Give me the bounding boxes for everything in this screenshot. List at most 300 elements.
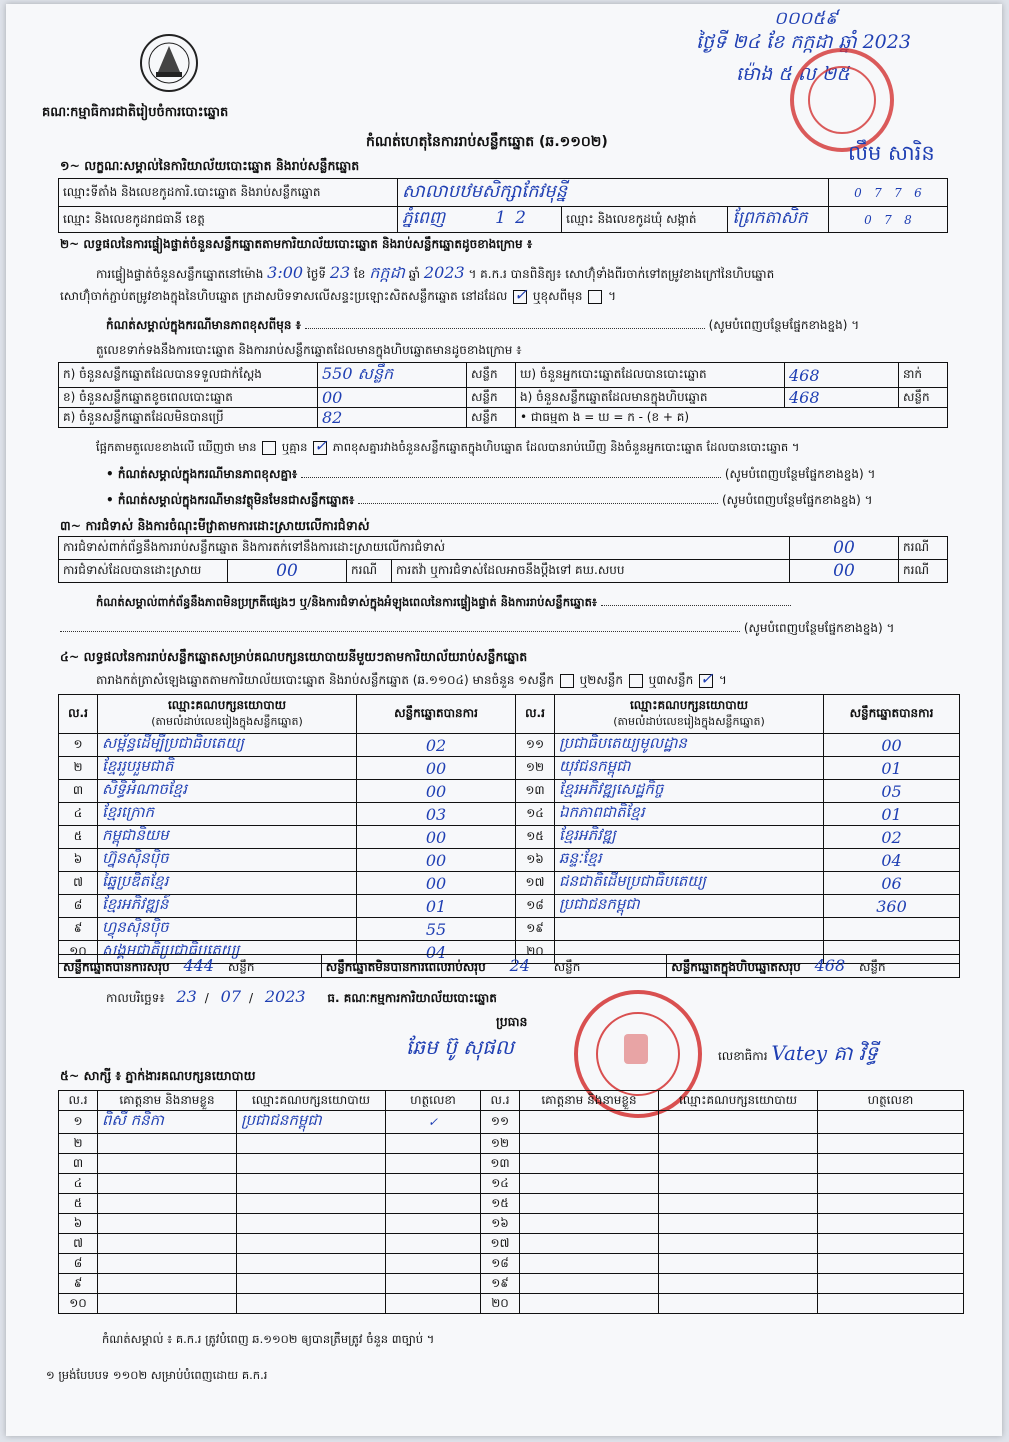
result-votes: 00 <box>824 734 960 757</box>
witness-name <box>520 1254 659 1274</box>
date-month: 07 <box>220 987 241 1006</box>
col-no: ល.រ <box>59 695 98 734</box>
witness-name <box>520 1274 659 1294</box>
witness-no: ៦ <box>59 1214 98 1234</box>
witness-signature <box>386 1214 481 1234</box>
chair-signature: ឆែម ប៊ូ សុផល <box>406 1035 514 1059</box>
province-code-digit: 1 <box>495 208 506 228</box>
witness-name <box>520 1194 659 1214</box>
figure-row-label-right: ង) ចំនួនសន្លឹកឆ្នោតដែលមានក្នុងហិបឆ្នោត <box>516 388 785 408</box>
result-no: ១១ <box>516 734 555 757</box>
no-diff-label: ឬគ្មាន <box>281 440 308 454</box>
witness-party <box>659 1174 818 1194</box>
same-checkbox[interactable]: ✓ <box>514 284 528 304</box>
result-no: ១៩ <box>516 918 555 941</box>
compare-text: ផ្អែកតាមតួលេខខាងលើ ឃើញថា មាន <box>96 440 257 454</box>
commune-code-digit: 0 <box>864 212 872 227</box>
result-votes: 02 <box>824 826 960 849</box>
bullet1-line <box>106 466 946 484</box>
emblem-icon <box>138 32 200 94</box>
document-page <box>6 4 1002 1436</box>
result-no: ១៨ <box>516 895 555 918</box>
witness-row <box>59 1274 964 1294</box>
section2-heading: ២~ លទ្ធផលនៃការផ្ទៀងផ្ទាត់ចំនួនសន្លឹកឆ្នោតតាមការិយាល័យបោះឆ្នោត និងរាប់សន្លឹកឆ្នោតដូចខាងក្រោម ៖ <box>60 237 533 251</box>
result-no: ៨ <box>59 895 98 918</box>
commune-value: ព្រែកតាសិក <box>728 207 829 233</box>
location-label: ឈ្មោះទីតាំង និងលេខកូដការិ.បោះឆ្នោត និងរាប់សន្លឹកឆ្នោត <box>59 179 398 207</box>
witness-party <box>237 1194 386 1214</box>
code-digit: 0 <box>854 185 862 200</box>
result-no: ៤ <box>59 803 98 826</box>
irregularity-line <box>96 595 956 612</box>
witness-row <box>59 1134 964 1154</box>
fill-hint: (សូមបំពេញបន្ថែមផ្នែកខាងខ្នង) ។ <box>721 493 873 507</box>
complaints-value: 00 <box>790 537 899 560</box>
resolved-unit: ករណី <box>347 560 392 583</box>
figure-row-value: 550 សន្លឹក <box>318 363 467 388</box>
change-note-line <box>106 317 946 335</box>
result-party: យុវជនកម្ពុជា <box>555 757 824 780</box>
witness-no: ៨ <box>59 1254 98 1274</box>
result-row <box>59 803 960 826</box>
witness-signature <box>386 1154 481 1174</box>
col-no: ល.រ <box>516 695 555 734</box>
result-row <box>59 849 960 872</box>
result-votes: 03 <box>357 803 516 826</box>
result-party: ហ្វុនស៊ិនប៉ិច <box>98 918 357 941</box>
witness-col: គោត្តនាម និងនាមខ្លួន <box>98 1091 237 1111</box>
witness-col: ឈ្មោះគណបក្សនយោបាយ <box>659 1091 818 1111</box>
handwritten-date: ថ្ងៃទី ២៤ ខែ កក្កដា ឆ្នាំ 2023 <box>696 31 911 53</box>
witness-party <box>237 1234 386 1254</box>
witness-signature <box>386 1294 481 1314</box>
col-party <box>98 695 357 734</box>
appeal-value: 00 <box>790 560 899 583</box>
col-votes: សន្លឹកឆ្នោតបានការ <box>357 695 516 734</box>
witness-no: ១៧ <box>481 1234 520 1254</box>
result-party: ឆន្ទៈខ្មែរ <box>555 849 824 872</box>
verification-time: 3:00 <box>267 263 304 282</box>
result-row <box>59 826 960 849</box>
result-votes: 04 <box>357 941 516 964</box>
witness-col: ល.រ <box>481 1091 520 1111</box>
witness-party <box>659 1194 818 1214</box>
witness-no: ៤ <box>59 1174 98 1194</box>
code-digit: 7 <box>874 185 882 200</box>
witness-signature <box>818 1111 964 1134</box>
witness-signature <box>818 1134 964 1154</box>
result-party: កម្ពុជានិយម <box>98 826 357 849</box>
witness-signature <box>386 1274 481 1294</box>
final-note: កំណត់សម្គាល់ ៖ គ.ក.រ ត្រូវបំពេញ ឆ.១១០២ ឲ្យបានត្រឹមត្រូវ ចំនួន ៣ច្បាប់ ។ <box>102 1332 435 1346</box>
figure-formula: • ជាធម្មតា ង = ឃ = ក - (ខ + គ) <box>516 408 948 428</box>
witness-table <box>58 1090 964 1314</box>
result-no: ១៣ <box>516 780 555 803</box>
witness-signature <box>386 1134 481 1154</box>
change-note-label: កំណត់សម្គាល់ក្នុងករណីមានភាពខុសពីមុន ៖ <box>106 318 301 332</box>
handwritten-time: ម៉ោង ៥ ល ២៥ <box>736 63 850 85</box>
figure-row-value-right: 468 <box>785 388 899 408</box>
witness-no: ១៤ <box>481 1174 520 1194</box>
diff-note-label: • កំណត់សម្គាល់ក្នុងករណីមានភាពខុសគ្នា៖ <box>106 467 298 481</box>
witness-party <box>237 1294 386 1314</box>
witness-party <box>659 1274 818 1294</box>
handwritten-signer-name: លឹម សារិន <box>848 141 935 165</box>
witness-party <box>659 1234 818 1254</box>
result-party: ខ្មែរអភិវឌ្ឍន៍ <box>98 895 357 918</box>
col-party-sub: (តាមលំដាប់លេខរៀងក្នុងសន្លឹកឆ្នោត) <box>151 715 303 728</box>
result-party: ជនជាតិដើមប្រជាធិបតេយ្យ <box>555 872 824 895</box>
result-party: ឆ្នៃប្រឌិតខ្មែរ <box>98 872 357 895</box>
result-votes: 02 <box>357 734 516 757</box>
commune-code <box>829 207 948 233</box>
invalid-total-value: 24 <box>509 955 530 975</box>
witness-no: ១១ <box>481 1111 520 1134</box>
complaints-table <box>58 536 948 583</box>
figure-row-unit: សន្លឹក <box>467 388 516 408</box>
witness-no: ១០ <box>59 1294 98 1314</box>
witness-row <box>59 1194 964 1214</box>
valid-total-label: សន្លឹកឆ្នោតបានការសរុប <box>63 959 170 974</box>
change-note-field[interactable] <box>305 328 705 329</box>
witness-no: ១ <box>59 1111 98 1134</box>
result-row <box>59 780 960 803</box>
sheets-line: តារាងកត់ត្រាសំឡេងឆ្នោតតាមការិយាល័យបោះឆ្នោត និងរាប់សន្លឹកឆ្នោត (ឆ.១១០៤) មានចំនួន ១សន្លឹក ឬ២សន្លឹក ឬ៣សន្លឹក ✓ ។ <box>96 668 727 688</box>
province-label: ឈ្មោះ និងលេខកូដរាជធានី ខេត្ត <box>59 207 398 233</box>
committee-label: ធ. គណៈកម្មការការិយាល័យបោះឆ្នោត <box>327 991 497 1005</box>
box-total-label: សន្លឹកឆ្នោតក្នុងហិបឆ្នោតសរុប <box>671 959 801 974</box>
result-party: ហ្វ៊ុនស៊ិនប៉ិច <box>98 849 357 872</box>
month-label: ខែ <box>354 267 366 281</box>
figure-row-label: ខ) ចំនួនសន្លឹកឆ្នោតខូចពេលបោះឆ្នោត <box>59 388 318 408</box>
witness-name <box>520 1294 659 1314</box>
bullet2-line <box>106 492 946 510</box>
handwritten-ref: ០០០៥៩ <box>774 8 838 29</box>
official-stamp-top <box>790 48 894 152</box>
witness-col: ហត្ថលេខា <box>818 1091 964 1111</box>
irregularity-field[interactable] <box>601 605 791 606</box>
witness-party <box>237 1274 386 1294</box>
result-no: ១៤ <box>516 803 555 826</box>
invalid-total-unit: សន្លឹក <box>553 959 581 974</box>
day-label: ថ្ងៃទី <box>306 267 326 281</box>
box-total-unit: សន្លឹក <box>858 959 886 974</box>
results-table <box>58 694 960 964</box>
witness-row <box>59 1214 964 1234</box>
result-no: ២ <box>59 757 98 780</box>
result-party: ខ្មែររួបរួមជាតិ <box>98 757 357 780</box>
witness-name <box>520 1234 659 1254</box>
object-note-label: • កំណត់សម្គាល់ក្នុងករណីមានវត្ថុមិនមែនជាសន្លឹកឆ្នោត៖ <box>106 493 355 507</box>
witness-row <box>59 1294 964 1314</box>
secretary-line <box>718 1040 878 1070</box>
invalid-total <box>321 955 667 978</box>
figure-row-label-right: ឃ) ចំនួនអ្នកបោះឆ្នោតដែលបានបោះឆ្នោត <box>516 363 785 388</box>
verification-month: កក្កដា <box>369 263 405 282</box>
result-no: ១២ <box>516 757 555 780</box>
witness-col: ល.រ <box>59 1091 98 1111</box>
verification-text-rest: ។ គ.ក.រ បានពិនិត្យ៖ សោហ៊ុំទាំងពីរចាក់ទៅតម្រូវខាងក្រៅនៃហិបឆ្នោត <box>468 267 775 281</box>
compare-line <box>96 435 800 457</box>
witness-party <box>237 1154 386 1174</box>
result-votes: 360 <box>824 895 960 918</box>
form-title: កំណត់ហេតុនៃការរាប់សន្លឹកឆ្នោត (ឆ.១១០២) <box>366 134 608 150</box>
result-votes: 00 <box>357 826 516 849</box>
witness-party <box>659 1254 818 1274</box>
figure-row-unit-right: សន្លឹក <box>899 388 948 408</box>
commune-code-digit: 7 <box>884 212 892 227</box>
sheets-text: តារាងកត់ត្រាសំឡេងឆ្នោតតាមការិយាល័យបោះឆ្នោត និងរាប់សន្លឹកឆ្នោត (ឆ.១១០៤) មានចំនួន ១សន្លឹក <box>96 673 554 687</box>
figures-intro: តួលេខទាក់ទងនឹងការបោះឆ្នោត និងការរាប់សន្លឹកឆ្នោតដែលមានក្នុងហិបឆ្នោតមានដូចខាងក្រោម ៖ <box>96 343 522 357</box>
witness-name <box>98 1234 237 1254</box>
witness-name <box>520 1154 659 1174</box>
code-digit: 6 <box>914 185 922 200</box>
object-note-field[interactable] <box>358 503 718 504</box>
date-line: កាលបរិច្ឆេទ៖ 23 / 07 / 2023 ធ. គណៈកម្មការការិយាល័យបោះឆ្នោត <box>106 987 497 1006</box>
fill-hint: (សូមបំពេញបន្ថែមផ្នែកខាងខ្នង) ។ <box>708 318 860 332</box>
witness-col: គោត្តនាម និងនាមខ្លួន <box>520 1091 659 1111</box>
result-votes: 01 <box>357 895 516 918</box>
witness-signature <box>386 1234 481 1254</box>
witness-signature <box>818 1234 964 1254</box>
result-row <box>59 757 960 780</box>
witness-party <box>659 1111 818 1134</box>
section5-heading: ៥~ សាក្សី ៖ ភ្នាក់ងារគណបក្សនយោបាយ <box>60 1068 256 1083</box>
date-day: 23 <box>176 987 197 1006</box>
result-votes: 01 <box>824 803 960 826</box>
witness-party <box>659 1134 818 1154</box>
date-label: កាលបរិច្ឆេទ៖ <box>106 991 165 1005</box>
box-total-value: 468 <box>814 955 846 975</box>
figure-row-label: គ) ចំនួនសន្លឹកឆ្នោតដែលមិនបានប្រើ <box>59 408 318 428</box>
result-votes: 55 <box>357 918 516 941</box>
witness-no: ២០ <box>481 1294 520 1314</box>
witness-no: ៩ <box>59 1274 98 1294</box>
result-party: សង្គមជាតិប្រជាធិបតេយ្យ <box>98 941 357 964</box>
witness-name <box>98 1154 237 1174</box>
witness-no: ១៣ <box>481 1154 520 1174</box>
section4-heading: ៤~ លទ្ធផលនៃការរាប់សន្លឹកឆ្នោតសម្រាប់គណបក្សនយោបាយនីមួយៗតាមការិយាល័យរាប់សន្លឹកឆ្នោត <box>60 649 528 664</box>
result-party: ខ្មែរក្រោក <box>98 803 357 826</box>
witness-name <box>520 1134 659 1154</box>
irregularity-label: កំណត់សម្គាល់ពាក់ព័ន្ធនឹងភាពមិនប្រក្រតីផ្សេងៗ ឬ/និងការជំទាស់ក្នុងអំឡុងពេលនៃការផ្ទៀងផ្ទាត់ និងការរាប់សន្លឹកឆ្នោត៖ <box>96 595 597 609</box>
witness-row <box>59 1154 964 1174</box>
diff-note-field[interactable] <box>301 477 721 478</box>
three-sheets-label: ឬ៣សន្លឹក <box>648 673 694 687</box>
result-row <box>59 872 960 895</box>
section1-heading: ១~ លក្ខណៈសម្គាល់នៃការិយាល័យបោះឆ្នោត និងរាប់សន្លឹកឆ្នោត <box>60 158 360 173</box>
witness-row <box>59 1111 964 1134</box>
appeal-unit: ករណី <box>899 560 948 583</box>
witness-signature <box>818 1154 964 1174</box>
col-party <box>555 695 824 734</box>
witness-no: ១៥ <box>481 1194 520 1214</box>
changed-label: ឬខុសពីមុន <box>532 289 583 303</box>
result-votes: 05 <box>824 780 960 803</box>
commune-code-digit: 8 <box>904 212 912 227</box>
witness-signature <box>818 1214 964 1234</box>
col-party-sub: (តាមលំដាប់លេខរៀងក្នុងសន្លឹកឆ្នោត) <box>613 715 765 728</box>
witness-signature <box>818 1294 964 1314</box>
province-value <box>398 207 562 233</box>
witness-signature <box>818 1274 964 1294</box>
result-votes: 00 <box>357 780 516 803</box>
result-votes: 00 <box>357 849 516 872</box>
two-sheets-checkbox[interactable] <box>629 674 643 688</box>
appeal-label: ការតវ៉ា ឬការជំទាស់ដែលអាចនឹងប្តឹងទៅ គឃ.សបប <box>392 560 790 583</box>
valid-total-value: 444 <box>183 955 215 975</box>
one-sheet-checkbox[interactable] <box>560 674 574 688</box>
result-votes: 00 <box>357 757 516 780</box>
secretary-signature: Vatey គា វិទ្ធី <box>771 1041 878 1065</box>
witness-no: ៣ <box>59 1154 98 1174</box>
result-no: ៧ <box>59 872 98 895</box>
date-year: 2023 <box>264 987 306 1006</box>
valid-total <box>59 955 322 978</box>
result-party: ប្រជាធិបតេយ្យមូលដ្ឋាន <box>555 734 824 757</box>
changed-checkbox[interactable] <box>588 290 602 304</box>
witness-party <box>659 1214 818 1234</box>
result-row <box>59 734 960 757</box>
witness-no: ១២ <box>481 1134 520 1154</box>
col-party-label: ឈ្មោះគណបក្សនយោបាយ <box>629 698 749 712</box>
result-no: ៣ <box>59 780 98 803</box>
witness-signature: ✓ <box>386 1111 481 1134</box>
witness-row <box>59 1254 964 1274</box>
witness-no: ១៩ <box>481 1274 520 1294</box>
witness-name <box>98 1134 237 1154</box>
complaints-unit: ករណី <box>899 537 948 560</box>
province-code-digit: 2 <box>515 208 526 228</box>
result-votes <box>824 918 960 941</box>
complaints-label: ការជំទាស់ពាក់ព័ន្ធនឹងការរាប់សន្លឹកឆ្នោត និងការតក់ទៅនឹងការដោះស្រាយលើការជំទាស់ <box>59 537 790 560</box>
witness-signature <box>386 1194 481 1214</box>
result-party: សម្ព័ន្ធដើម្បីប្រជាធិបតេយ្យ <box>98 734 357 757</box>
figure-row-value: 82 <box>318 408 467 428</box>
location-value: សាលាបឋមសិក្សាកែវមុន្នី <box>398 179 829 207</box>
witness-col: ហត្ថលេខា <box>386 1091 481 1111</box>
figure-row-label: ក) ចំនួនសន្លឹកឆ្នោតដែលបានទទួលជាក់ស្តែង <box>59 363 318 388</box>
result-party: ប្រជាជនកម្ពុជា <box>555 895 824 918</box>
verification-day: 23 <box>329 263 351 282</box>
chair-label: ប្រធាន <box>496 1014 528 1029</box>
result-votes: 00 <box>357 872 516 895</box>
result-no: ១០ <box>59 941 98 964</box>
witness-no: ៥ <box>59 1194 98 1214</box>
result-no: ៥ <box>59 826 98 849</box>
result-row <box>59 918 960 941</box>
witness-name <box>520 1214 659 1234</box>
figure-row-unit: សន្លឹក <box>467 363 516 388</box>
year-label: ឆ្នាំ <box>408 267 421 281</box>
result-no: ១៥ <box>516 826 555 849</box>
witness-party <box>659 1154 818 1174</box>
witness-name <box>98 1294 237 1314</box>
witness-signature <box>818 1174 964 1194</box>
figure-row-unit-right: នាក់ <box>899 363 948 388</box>
witness-name <box>98 1214 237 1234</box>
result-party: ខ្មែរអភិវឌ្ឍសេដ្ឋកិច្ច <box>555 780 824 803</box>
figure-row-value: 00 <box>318 388 467 408</box>
result-no: ២០ <box>516 941 555 964</box>
result-votes: 04 <box>824 849 960 872</box>
irregularity-line2 <box>60 620 950 638</box>
witness-no: ១៨ <box>481 1254 520 1274</box>
witness-signature <box>386 1174 481 1194</box>
witness-name <box>98 1254 237 1274</box>
resolved-label: ការជំទាស់ដែលបានដោះស្រាយ <box>59 560 228 583</box>
fill-hint: (សូមបំពេញបន្ថែមផ្នែកខាងខ្នង) ។ <box>743 621 895 635</box>
witness-name <box>98 1274 237 1294</box>
witness-signature <box>818 1254 964 1274</box>
result-party: ខ្មែរអភិវឌ្ឍ <box>555 826 824 849</box>
org-name: គណៈកម្មាធិការជាតិរៀបចំការបោះឆ្នោត <box>42 105 229 120</box>
result-votes: 06 <box>824 872 960 895</box>
box-total <box>667 955 960 978</box>
three-sheets-checkbox[interactable]: ✓ <box>700 668 714 688</box>
seal-line: សោហ៊ុំចាក់ភ្ជាប់តម្រូវខាងក្នុងនៃហិបឆ្នោត ក្រដាសបិទទាសលើសន្ទះប្រឡោះសិតសន្លឹកឆ្នោត នៅដដែល ✓ ឬខុសពីមុន ។ <box>60 284 616 304</box>
fill-hint: (សូមបំពេញបន្ថែមផ្នែកខាងខ្នង) ។ <box>724 467 876 481</box>
compare-rest: ភាពខុសគ្នារវាងចំនួនសន្លឹកឆ្នោតក្នុងហិបឆ្នោត ដែលបានរាប់ឃើញ និងចំនួនអ្នកបោះឆ្នោត ដែលបានបោះឆ្នោត ។ <box>332 440 800 454</box>
seal-text: សោហ៊ុំចាក់ភ្ជាប់តម្រូវខាងក្នុងនៃហិបឆ្នោត ក្រដាសបិទទាសលើសន្ទះប្រឡោះសិតសន្លឹកឆ្នោត នៅដដែល <box>60 289 508 303</box>
witness-row <box>59 1234 964 1254</box>
figures-table <box>58 362 948 428</box>
witness-no: ២ <box>59 1134 98 1154</box>
witness-name <box>98 1194 237 1214</box>
witness-signature <box>818 1194 964 1214</box>
result-no: ១៧ <box>516 872 555 895</box>
verification-text: ការផ្ទៀងផ្ទាត់ចំនួនសន្លឹកឆ្នោតនៅម៉ោង <box>96 267 264 281</box>
result-row <box>59 895 960 918</box>
result-no: ៦ <box>59 849 98 872</box>
section1-table <box>58 178 948 233</box>
verification-year: 2023 <box>423 263 465 282</box>
result-no: ១ <box>59 734 98 757</box>
result-no: ៩ <box>59 918 98 941</box>
witness-party <box>659 1294 818 1314</box>
witness-name <box>520 1111 659 1134</box>
result-votes: 01 <box>824 757 960 780</box>
witness-name <box>520 1174 659 1194</box>
province-name: ភ្នំពេញ <box>402 208 446 228</box>
page-footer: ១ ម្រង់បែបបទ ១១០២ សម្រាប់បំពេញដោយ គ.ក.រ <box>46 1368 268 1382</box>
no-diff-checkbox[interactable]: ✓ <box>314 435 328 455</box>
secretary-label: លេខាធិការ <box>718 1049 768 1063</box>
witness-col: ឈ្មោះគណបក្សនយោបាយ <box>237 1091 386 1111</box>
code-digit: 7 <box>894 185 902 200</box>
two-sheets-label: ឬ២សន្លឹក <box>579 673 624 687</box>
verification-line <box>96 262 774 286</box>
witness-no: ១៦ <box>481 1214 520 1234</box>
witness-party <box>237 1174 386 1194</box>
witness-party <box>237 1134 386 1154</box>
valid-total-unit: សន្លឹក <box>227 959 255 974</box>
has-diff-checkbox[interactable] <box>262 441 276 455</box>
commune-label: ឈ្មោះ និងលេខកូដឃុំ សង្កាត់ <box>562 207 728 233</box>
witness-no: ៧ <box>59 1234 98 1254</box>
col-votes: សន្លឹកឆ្នោតបានការ <box>824 695 960 734</box>
figure-row-unit: សន្លឹក <box>467 408 516 428</box>
witness-name: ពិសី កនិកា <box>98 1111 237 1134</box>
irregularity-field-2[interactable] <box>60 631 740 632</box>
result-no: ១៦ <box>516 849 555 872</box>
witness-party <box>237 1254 386 1274</box>
resolved-value: 00 <box>228 560 347 583</box>
figure-row-value-right: 468 <box>785 363 899 388</box>
col-party-label: ឈ្មោះគណបក្សនយោបាយ <box>167 698 287 712</box>
result-party: ឯកភាពជាតិខ្មែរ <box>555 803 824 826</box>
section3-heading: ៣~ ការជំទាស់ និងការចំណុះមីវ្រាតាមការដោះស្រាយលើការជំទាស់ <box>60 518 370 533</box>
